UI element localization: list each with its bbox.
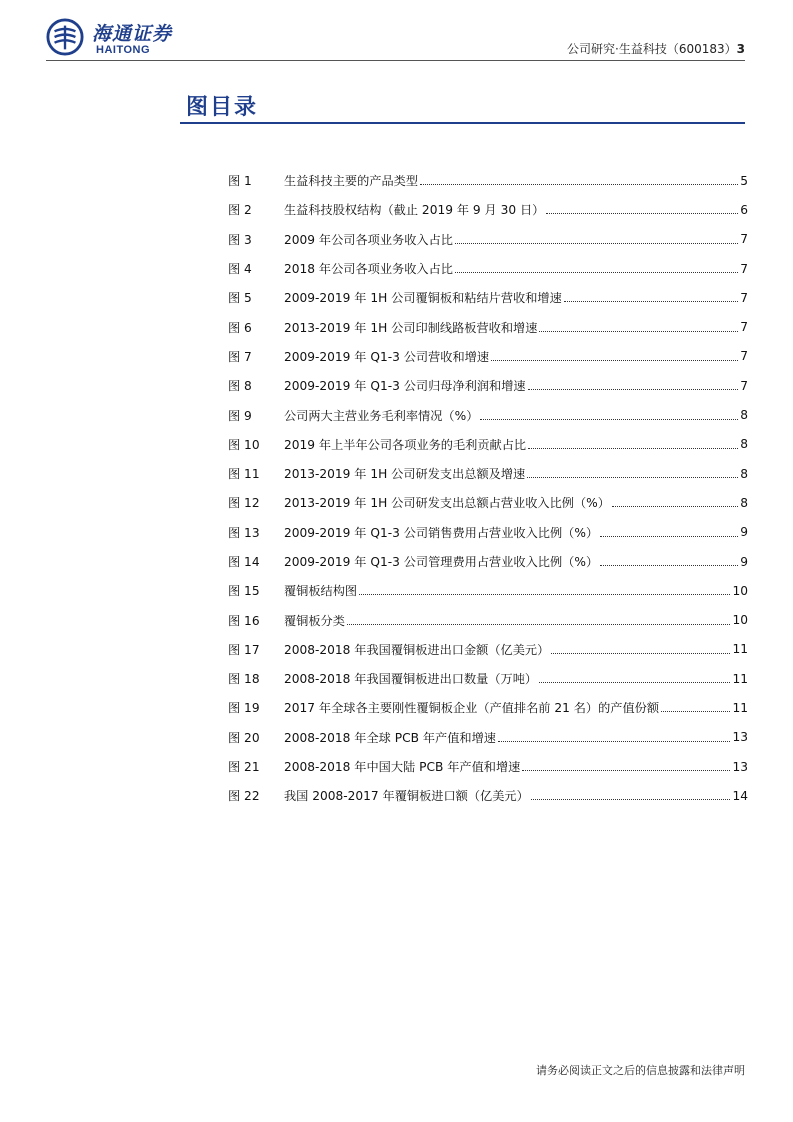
toc-page-number: 14: [732, 788, 748, 803]
toc-leader-dots: [539, 331, 738, 332]
toc-figure-label: 图 7: [228, 349, 252, 364]
toc-figure-label: 图 4: [228, 262, 252, 277]
toc-page-number: 10: [732, 583, 748, 598]
figure-list: [228, 166, 748, 811]
toc-figure-title: 2009-2019 年 Q1-3 公司营收和增速: [284, 349, 490, 364]
toc-leader-dots: [359, 594, 730, 595]
toc-figure-label: 图 11: [228, 467, 260, 482]
toc-figure-title: 2009-2019 年 Q1-3 公司归母净利润和增速: [284, 379, 526, 394]
haitong-logo-icon: [46, 18, 84, 56]
title-divider: [180, 122, 745, 124]
toc-page-number: 7: [740, 349, 748, 364]
toc-leader-dots: [455, 272, 738, 273]
toc-leader-dots: [539, 682, 730, 683]
toc-figure-title: 2013-2019 年 1H 公司印制线路板营收和增速: [284, 320, 538, 335]
toc-figure-title: 2008-2018 年全球 PCB 年产值和增速: [284, 730, 496, 745]
header-divider: [46, 60, 745, 61]
toc-entry[interactable]: [228, 781, 748, 810]
toc-figure-title: 2008-2018 年中国大陆 PCB 年产值和增速: [284, 760, 521, 775]
toc-entry[interactable]: [228, 723, 748, 752]
toc-figure-label: 图 17: [228, 642, 260, 657]
disclaimer-footer: 请务必阅读正文之后的信息披露和法律声明: [536, 1064, 745, 1077]
toc-entry[interactable]: [228, 664, 748, 693]
toc-entry[interactable]: [228, 371, 748, 400]
toc-leader-dots: [491, 360, 738, 361]
company-logo: [46, 18, 196, 62]
toc-leader-dots: [546, 213, 738, 214]
toc-figure-title: 2009 年公司各项业务收入占比: [284, 232, 453, 247]
toc-figure-label: 图 6: [228, 320, 252, 335]
toc-leader-dots: [600, 536, 738, 537]
toc-figure-label: 图 5: [228, 291, 252, 306]
toc-page-number: 9: [740, 525, 748, 540]
logo-chinese-text: 海通证券: [92, 23, 173, 45]
toc-figure-label: 图 3: [228, 232, 252, 247]
toc-page-number: 7: [740, 320, 748, 335]
toc-page-number: 7: [740, 261, 748, 276]
toc-figure-title: 2009-2019 年 Q1-3 公司管理费用占营业收入比例（%）: [284, 555, 599, 569]
toc-figure-label: 图 1: [228, 174, 252, 189]
toc-page-number: 11: [732, 700, 748, 715]
toc-page-number: 7: [740, 378, 748, 393]
page-title: 图目录: [186, 94, 259, 120]
toc-entry[interactable]: [228, 400, 748, 429]
toc-figure-title: 2008-2018 年我国覆铜板进出口金额（亿美元）: [284, 642, 550, 657]
toc-entry[interactable]: [228, 576, 748, 605]
toc-figure-label: 图 16: [228, 613, 260, 628]
toc-leader-dots: [531, 799, 731, 800]
toc-leader-dots: [551, 653, 730, 654]
toc-leader-dots: [522, 770, 730, 771]
toc-entry[interactable]: [228, 518, 748, 547]
toc-leader-dots: [564, 301, 738, 302]
toc-entry[interactable]: [228, 430, 748, 459]
toc-figure-label: 图 10: [228, 437, 260, 452]
toc-page-number: 6: [740, 202, 748, 217]
report-info: 公司研究·生益科技（600183）: [567, 42, 737, 56]
page-number: 3: [736, 42, 745, 56]
toc-figure-title: 我国 2008-2017 年覆铜板进口额（亿美元）: [284, 789, 529, 804]
toc-leader-dots: [480, 419, 738, 420]
toc-entry[interactable]: [228, 547, 748, 576]
toc-page-number: 7: [740, 232, 748, 247]
toc-page-number: 7: [740, 290, 748, 305]
toc-figure-title: 2019 年上半年公司各项业务的毛利贡献占比: [284, 437, 527, 452]
toc-page-number: 9: [740, 554, 748, 569]
toc-figure-title: 2017 年全球各主要刚性覆铜板企业（产值排名前 21 名）的产值份额: [284, 701, 660, 716]
toc-entry[interactable]: [228, 312, 748, 341]
toc-page-number: 11: [732, 642, 748, 657]
toc-figure-title: 2009-2019 年 Q1-3 公司销售费用占营业收入比例（%）: [284, 525, 599, 540]
report-header-info: [567, 40, 745, 57]
toc-figure-title: 2013-2019 年 1H 公司研发支出总额占营业收入比例（%）: [284, 496, 610, 511]
toc-leader-dots: [600, 565, 738, 566]
toc-leader-dots: [420, 184, 738, 185]
toc-entry[interactable]: [228, 459, 748, 488]
toc-leader-dots: [661, 711, 730, 712]
toc-page-number: 8: [740, 437, 748, 452]
toc-figure-label: 图 19: [228, 701, 260, 716]
toc-figure-title: 2013-2019 年 1H 公司研发支出总额及增速: [284, 467, 526, 482]
toc-entry[interactable]: [228, 225, 748, 254]
toc-figure-label: 图 20: [228, 730, 260, 745]
toc-figure-label: 图 22: [228, 789, 260, 804]
toc-figure-label: 图 8: [228, 379, 252, 394]
toc-page-number: 11: [732, 671, 748, 686]
toc-figure-title: 公司两大主营业务毛利率情况（%）: [284, 408, 479, 423]
toc-figure-label: 图 2: [228, 203, 252, 218]
toc-entry[interactable]: [228, 166, 748, 195]
toc-figure-title: 覆铜板结构图: [284, 584, 358, 599]
toc-figure-title: 2018 年公司各项业务收入占比: [284, 262, 453, 277]
toc-entry[interactable]: [228, 752, 748, 781]
toc-entry[interactable]: [228, 605, 748, 634]
toc-figure-label: 图 9: [228, 408, 252, 423]
toc-leader-dots: [612, 506, 738, 507]
toc-entry[interactable]: [228, 635, 748, 664]
toc-page-number: 13: [732, 759, 748, 774]
toc-entry[interactable]: [228, 693, 748, 722]
toc-figure-label: 图 15: [228, 584, 260, 599]
logo-english-text: HAITONG: [96, 44, 151, 56]
toc-figure-title: 2008-2018 年我国覆铜板进出口数量（万吨）: [284, 672, 538, 687]
toc-leader-dots: [528, 448, 738, 449]
toc-entry[interactable]: [228, 195, 748, 224]
toc-figure-title: 生益科技股权结构（截止 2019 年 9 月 30 日）: [284, 203, 545, 218]
toc-figure-label: 图 13: [228, 525, 260, 540]
toc-entry[interactable]: [228, 342, 748, 371]
toc-page-number: 13: [732, 730, 748, 745]
toc-leader-dots: [347, 624, 731, 625]
toc-leader-dots: [455, 243, 738, 244]
toc-page-number: 8: [740, 495, 748, 510]
toc-figure-label: 图 12: [228, 496, 260, 511]
toc-figure-label: 图 18: [228, 672, 260, 687]
toc-leader-dots: [527, 477, 738, 478]
toc-figure-title: 覆铜板分类: [284, 613, 345, 628]
toc-figure-title: 2009-2019 年 1H 公司覆铜板和粘结片营收和增速: [284, 291, 562, 306]
toc-leader-dots: [528, 389, 739, 390]
toc-figure-title: 生益科技主要的产品类型: [284, 174, 419, 189]
toc-entry[interactable]: [228, 283, 748, 312]
toc-leader-dots: [498, 741, 731, 742]
toc-entry[interactable]: [228, 488, 748, 517]
toc-entry[interactable]: [228, 254, 748, 283]
toc-page-number: 5: [740, 173, 748, 188]
toc-page-number: 10: [732, 613, 748, 628]
toc-page-number: 8: [740, 466, 748, 481]
toc-figure-label: 图 21: [228, 760, 260, 775]
toc-figure-label: 图 14: [228, 555, 260, 569]
toc-page-number: 8: [740, 408, 748, 423]
